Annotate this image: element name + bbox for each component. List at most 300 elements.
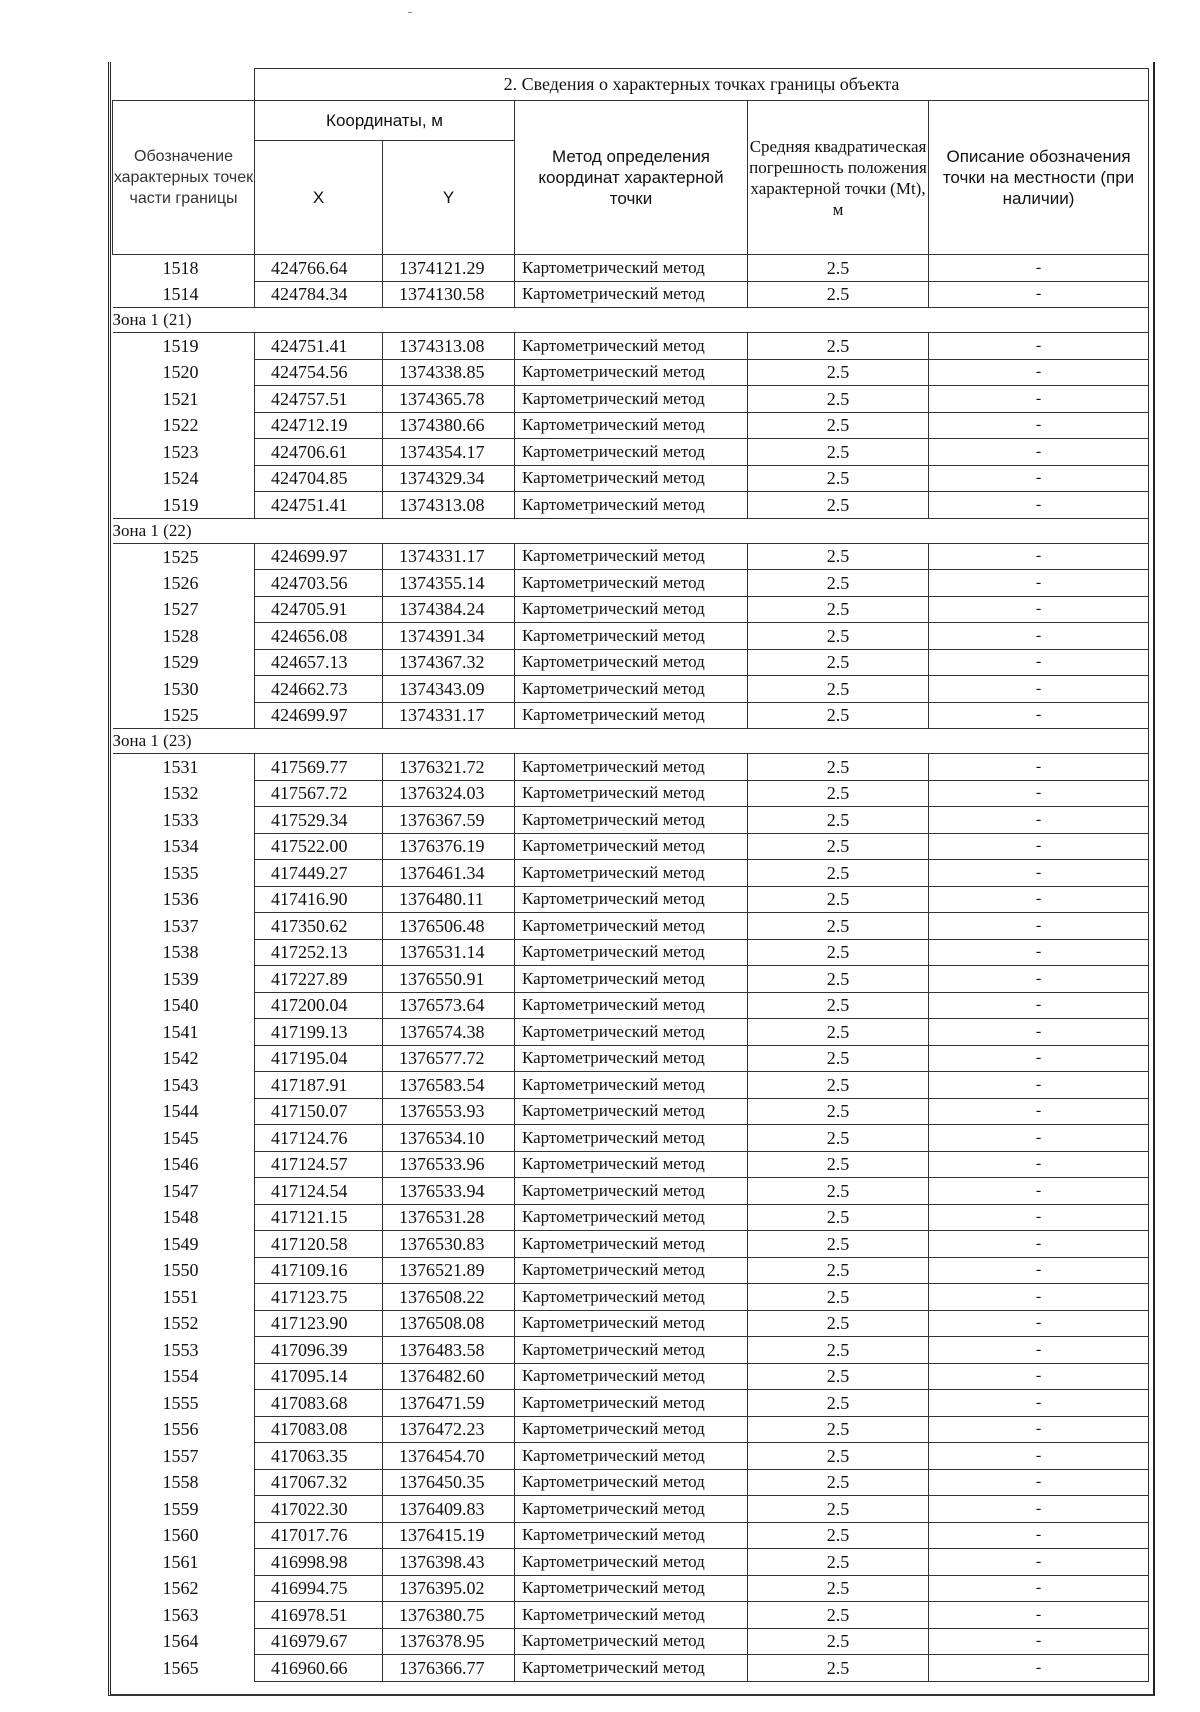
table-row bbox=[113, 596, 1149, 623]
error-cell: 2.5 bbox=[748, 1602, 929, 1629]
header-row-1 bbox=[113, 101, 1149, 141]
point-id-cell: 1521 bbox=[113, 386, 255, 413]
y-cell: 1376472.23 bbox=[383, 1416, 515, 1443]
method-cell: Картометрический метод bbox=[515, 465, 748, 492]
description-cell: - bbox=[929, 1310, 1149, 1337]
table-row bbox=[113, 1125, 1149, 1152]
error-cell: 2.5 bbox=[748, 596, 929, 623]
y-cell: 1376461.34 bbox=[383, 860, 515, 887]
point-id-cell: 1535 bbox=[113, 860, 255, 887]
description-cell: - bbox=[929, 1522, 1149, 1549]
description-cell: - bbox=[929, 1496, 1149, 1523]
point-id-cell: 1553 bbox=[113, 1337, 255, 1364]
error-cell: 2.5 bbox=[748, 1416, 929, 1443]
description-cell: - bbox=[929, 1019, 1149, 1046]
error-cell: 2.5 bbox=[748, 1363, 929, 1390]
table-row bbox=[113, 939, 1149, 966]
y-cell: 1376395.02 bbox=[383, 1575, 515, 1602]
x-cell: 417022.30 bbox=[255, 1496, 383, 1523]
point-id-cell: 1534 bbox=[113, 833, 255, 860]
y-cell: 1376450.35 bbox=[383, 1469, 515, 1496]
point-id-cell: 1543 bbox=[113, 1072, 255, 1099]
y-cell: 1376577.72 bbox=[383, 1045, 515, 1072]
x-cell: 424703.56 bbox=[255, 570, 383, 597]
table-row bbox=[113, 1390, 1149, 1417]
point-id-cell: 1538 bbox=[113, 939, 255, 966]
method-cell: Картометрический метод bbox=[515, 1655, 748, 1682]
error-cell: 2.5 bbox=[748, 333, 929, 360]
point-id-cell: 1532 bbox=[113, 780, 255, 807]
method-cell: Картометрический метод bbox=[515, 992, 748, 1019]
description-cell: - bbox=[929, 754, 1149, 781]
error-cell: 2.5 bbox=[748, 465, 929, 492]
x-cell: 424766.64 bbox=[255, 255, 383, 282]
point-id-cell: 1530 bbox=[113, 676, 255, 703]
error-cell: 2.5 bbox=[748, 1310, 929, 1337]
method-cell: Картометрический метод bbox=[515, 780, 748, 807]
point-id-cell: 1542 bbox=[113, 1045, 255, 1072]
table-row bbox=[113, 1178, 1149, 1205]
x-cell: 424757.51 bbox=[255, 386, 383, 413]
y-cell: 1374313.08 bbox=[383, 333, 515, 360]
y-cell: 1376376.19 bbox=[383, 833, 515, 860]
error-cell: 2.5 bbox=[748, 1390, 929, 1417]
x-cell: 417109.16 bbox=[255, 1257, 383, 1284]
table-row bbox=[113, 492, 1149, 519]
error-cell: 2.5 bbox=[748, 412, 929, 439]
zone-row bbox=[113, 308, 1149, 333]
method-cell: Картометрический метод bbox=[515, 281, 748, 308]
y-cell: 1374355.14 bbox=[383, 570, 515, 597]
y-cell: 1374130.58 bbox=[383, 281, 515, 308]
table-row bbox=[113, 754, 1149, 781]
x-cell: 417123.90 bbox=[255, 1310, 383, 1337]
table-row bbox=[113, 1655, 1149, 1682]
x-cell: 417096.39 bbox=[255, 1337, 383, 1364]
point-id-cell: 1557 bbox=[113, 1443, 255, 1470]
zone-label: Зона 1 (21) bbox=[113, 308, 1149, 333]
x-cell: 424662.73 bbox=[255, 676, 383, 703]
y-cell: 1374313.08 bbox=[383, 492, 515, 519]
x-cell: 417252.13 bbox=[255, 939, 383, 966]
x-cell: 417195.04 bbox=[255, 1045, 383, 1072]
point-id-cell: 1560 bbox=[113, 1522, 255, 1549]
x-cell: 416994.75 bbox=[255, 1575, 383, 1602]
y-cell: 1376531.14 bbox=[383, 939, 515, 966]
error-cell: 2.5 bbox=[748, 359, 929, 386]
point-id-cell: 1524 bbox=[113, 465, 255, 492]
description-cell: - bbox=[929, 281, 1149, 308]
error-cell: 2.5 bbox=[748, 1549, 929, 1576]
method-cell: Картометрический метод bbox=[515, 255, 748, 282]
description-cell: - bbox=[929, 833, 1149, 860]
table-row bbox=[113, 1310, 1149, 1337]
y-cell: 1374367.32 bbox=[383, 649, 515, 676]
x-cell: 424705.91 bbox=[255, 596, 383, 623]
point-id-cell: 1518 bbox=[113, 255, 255, 282]
point-id-cell: 1559 bbox=[113, 1496, 255, 1523]
x-header: X bbox=[255, 141, 383, 255]
error-cell: 2.5 bbox=[748, 1443, 929, 1470]
table-row bbox=[113, 465, 1149, 492]
point-id-cell: 1546 bbox=[113, 1151, 255, 1178]
y-cell: 1376378.95 bbox=[383, 1628, 515, 1655]
error-cell: 2.5 bbox=[748, 1575, 929, 1602]
point-id-cell: 1520 bbox=[113, 359, 255, 386]
method-cell: Картометрический метод bbox=[515, 492, 748, 519]
method-cell: Картометрический метод bbox=[515, 1337, 748, 1364]
table-row bbox=[113, 412, 1149, 439]
description-cell: - bbox=[929, 1098, 1149, 1125]
x-cell: 417121.15 bbox=[255, 1204, 383, 1231]
error-cell: 2.5 bbox=[748, 255, 929, 282]
method-cell: Картометрический метод bbox=[515, 333, 748, 360]
description-cell: - bbox=[929, 1443, 1149, 1470]
description-cell: - bbox=[929, 623, 1149, 650]
description-cell: - bbox=[929, 860, 1149, 887]
table-row bbox=[113, 807, 1149, 834]
description-cell: - bbox=[929, 543, 1149, 570]
x-cell: 417529.34 bbox=[255, 807, 383, 834]
error-cell: 2.5 bbox=[748, 1522, 929, 1549]
error-cell: 2.5 bbox=[748, 780, 929, 807]
x-cell: 417067.32 bbox=[255, 1469, 383, 1496]
y-cell: 1376321.72 bbox=[383, 754, 515, 781]
method-cell: Картометрический метод bbox=[515, 833, 748, 860]
error-cell: 2.5 bbox=[748, 1151, 929, 1178]
y-cell: 1374380.66 bbox=[383, 412, 515, 439]
point-id-cell: 1563 bbox=[113, 1602, 255, 1629]
x-cell: 417124.57 bbox=[255, 1151, 383, 1178]
description-cell: - bbox=[929, 780, 1149, 807]
point-id-cell: 1529 bbox=[113, 649, 255, 676]
point-id-cell: 1540 bbox=[113, 992, 255, 1019]
table-row bbox=[113, 1363, 1149, 1390]
description-cell: - bbox=[929, 1231, 1149, 1258]
error-cell: 2.5 bbox=[748, 1098, 929, 1125]
error-cell: 2.5 bbox=[748, 1231, 929, 1258]
y-cell: 1376521.89 bbox=[383, 1257, 515, 1284]
table-row bbox=[113, 886, 1149, 913]
point-id-cell: 1565 bbox=[113, 1655, 255, 1682]
error-cell: 2.5 bbox=[748, 492, 929, 519]
error-cell: 2.5 bbox=[748, 1496, 929, 1523]
point-id-cell: 1545 bbox=[113, 1125, 255, 1152]
table-row bbox=[113, 1575, 1149, 1602]
method-cell: Картометрический метод bbox=[515, 754, 748, 781]
description-cell: - bbox=[929, 966, 1149, 993]
point-id-cell: 1528 bbox=[113, 623, 255, 650]
description-cell: - bbox=[929, 1416, 1149, 1443]
point-id-cell: 1519 bbox=[113, 492, 255, 519]
error-header: Средняя квадратическая погрешность положения характерной точки (Mt), м bbox=[748, 101, 929, 255]
error-cell: 2.5 bbox=[748, 1257, 929, 1284]
error-cell: 2.5 bbox=[748, 1655, 929, 1682]
description-cell: - bbox=[929, 1575, 1149, 1602]
error-cell: 2.5 bbox=[748, 860, 929, 887]
method-cell: Картометрический метод bbox=[515, 1178, 748, 1205]
error-cell: 2.5 bbox=[748, 1469, 929, 1496]
point-id-cell: 1561 bbox=[113, 1549, 255, 1576]
table-row bbox=[113, 1337, 1149, 1364]
method-cell: Картометрический метод bbox=[515, 1231, 748, 1258]
method-cell: Картометрический метод bbox=[515, 1575, 748, 1602]
description-cell: - bbox=[929, 939, 1149, 966]
description-cell: - bbox=[929, 702, 1149, 729]
table-row bbox=[113, 676, 1149, 703]
table-row bbox=[113, 1469, 1149, 1496]
method-cell: Картометрический метод bbox=[515, 1310, 748, 1337]
table-row bbox=[113, 255, 1149, 282]
y-cell: 1376483.58 bbox=[383, 1337, 515, 1364]
section-title: 2. Сведения о характерных точках границы объекта bbox=[255, 69, 1149, 101]
y-cell: 1374391.34 bbox=[383, 623, 515, 650]
method-cell: Картометрический метод bbox=[515, 1257, 748, 1284]
description-cell: - bbox=[929, 1257, 1149, 1284]
x-cell: 424656.08 bbox=[255, 623, 383, 650]
method-cell: Картометрический метод bbox=[515, 1151, 748, 1178]
x-cell: 416960.66 bbox=[255, 1655, 383, 1682]
x-cell: 416978.51 bbox=[255, 1602, 383, 1629]
table-row bbox=[113, 1045, 1149, 1072]
method-cell: Картометрический метод bbox=[515, 1363, 748, 1390]
y-cell: 1374331.17 bbox=[383, 543, 515, 570]
description-cell: - bbox=[929, 1125, 1149, 1152]
description-cell: - bbox=[929, 1072, 1149, 1099]
method-cell: Картометрический метод bbox=[515, 412, 748, 439]
point-id-cell: 1547 bbox=[113, 1178, 255, 1205]
y-cell: 1376471.59 bbox=[383, 1390, 515, 1417]
point-id-cell: 1525 bbox=[113, 702, 255, 729]
table-row bbox=[113, 1257, 1149, 1284]
y-cell: 1376367.59 bbox=[383, 807, 515, 834]
zone-row bbox=[113, 729, 1149, 754]
description-cell: - bbox=[929, 439, 1149, 466]
method-cell: Картометрический метод bbox=[515, 1019, 748, 1046]
method-cell: Картометрический метод bbox=[515, 1443, 748, 1470]
point-id-cell: 1527 bbox=[113, 596, 255, 623]
method-cell: Картометрический метод bbox=[515, 649, 748, 676]
x-cell: 424754.56 bbox=[255, 359, 383, 386]
x-cell: 417449.27 bbox=[255, 860, 383, 887]
point-id-cell: 1514 bbox=[113, 281, 255, 308]
error-cell: 2.5 bbox=[748, 281, 929, 308]
x-cell: 417124.76 bbox=[255, 1125, 383, 1152]
y-cell: 1376508.22 bbox=[383, 1284, 515, 1311]
y-cell: 1376409.83 bbox=[383, 1496, 515, 1523]
method-cell: Картометрический метод bbox=[515, 966, 748, 993]
error-cell: 2.5 bbox=[748, 439, 929, 466]
method-cell: Картометрический метод bbox=[515, 570, 748, 597]
table-row bbox=[113, 1231, 1149, 1258]
table-row bbox=[113, 966, 1149, 993]
table-row bbox=[113, 386, 1149, 413]
description-header: Описание обозначения точки на местности (при наличии) bbox=[929, 101, 1149, 255]
error-cell: 2.5 bbox=[748, 543, 929, 570]
description-cell: - bbox=[929, 1390, 1149, 1417]
section-title-row bbox=[113, 69, 1149, 101]
point-id-cell: 1533 bbox=[113, 807, 255, 834]
y-cell: 1376482.60 bbox=[383, 1363, 515, 1390]
table-row bbox=[113, 570, 1149, 597]
x-cell: 416979.67 bbox=[255, 1628, 383, 1655]
error-cell: 2.5 bbox=[748, 754, 929, 781]
point-label-header: Обозначение характерных точек части границы bbox=[113, 101, 255, 255]
y-cell: 1374338.85 bbox=[383, 359, 515, 386]
y-cell: 1376508.08 bbox=[383, 1310, 515, 1337]
table-row bbox=[113, 281, 1149, 308]
x-cell: 424784.34 bbox=[255, 281, 383, 308]
x-cell: 424706.61 bbox=[255, 439, 383, 466]
method-cell: Картометрический метод bbox=[515, 596, 748, 623]
table-row bbox=[113, 439, 1149, 466]
method-cell: Картометрический метод bbox=[515, 913, 748, 940]
y-cell: 1376574.38 bbox=[383, 1019, 515, 1046]
method-cell: Картометрический метод bbox=[515, 702, 748, 729]
x-cell: 424751.41 bbox=[255, 333, 383, 360]
point-id-cell: 1554 bbox=[113, 1363, 255, 1390]
description-cell: - bbox=[929, 596, 1149, 623]
table-row bbox=[113, 702, 1149, 729]
error-cell: 2.5 bbox=[748, 807, 929, 834]
point-id-cell: 1539 bbox=[113, 966, 255, 993]
description-cell: - bbox=[929, 570, 1149, 597]
x-cell: 417187.91 bbox=[255, 1072, 383, 1099]
y-cell: 1376531.28 bbox=[383, 1204, 515, 1231]
point-id-cell: 1555 bbox=[113, 1390, 255, 1417]
y-cell: 1376583.54 bbox=[383, 1072, 515, 1099]
table-row bbox=[113, 860, 1149, 887]
description-cell: - bbox=[929, 1469, 1149, 1496]
description-cell: - bbox=[929, 886, 1149, 913]
description-cell: - bbox=[929, 1337, 1149, 1364]
y-cell: 1374365.78 bbox=[383, 386, 515, 413]
x-cell: 417095.14 bbox=[255, 1363, 383, 1390]
x-cell: 424704.85 bbox=[255, 465, 383, 492]
method-cell: Картометрический метод bbox=[515, 886, 748, 913]
y-cell: 1374343.09 bbox=[383, 676, 515, 703]
table-body bbox=[113, 255, 1149, 1682]
description-cell: - bbox=[929, 649, 1149, 676]
x-cell: 417017.76 bbox=[255, 1522, 383, 1549]
table-row bbox=[113, 1284, 1149, 1311]
description-cell: - bbox=[929, 1151, 1149, 1178]
error-cell: 2.5 bbox=[748, 1204, 929, 1231]
method-cell: Картометрический метод bbox=[515, 1469, 748, 1496]
description-cell: - bbox=[929, 1549, 1149, 1576]
x-cell: 417567.72 bbox=[255, 780, 383, 807]
y-cell: 1374354.17 bbox=[383, 439, 515, 466]
y-cell: 1376534.10 bbox=[383, 1125, 515, 1152]
method-cell: Картометрический метод bbox=[515, 1098, 748, 1125]
x-cell: 417063.35 bbox=[255, 1443, 383, 1470]
description-cell: - bbox=[929, 1655, 1149, 1682]
point-id-cell: 1522 bbox=[113, 412, 255, 439]
y-cell: 1376530.83 bbox=[383, 1231, 515, 1258]
point-id-cell: 1526 bbox=[113, 570, 255, 597]
zone-label: Зона 1 (23) bbox=[113, 729, 1149, 754]
table-row bbox=[113, 1549, 1149, 1576]
point-id-cell: 1558 bbox=[113, 1469, 255, 1496]
error-cell: 2.5 bbox=[748, 886, 929, 913]
point-id-cell: 1536 bbox=[113, 886, 255, 913]
method-cell: Картометрический метод bbox=[515, 1072, 748, 1099]
description-cell: - bbox=[929, 807, 1149, 834]
table-row bbox=[113, 1204, 1149, 1231]
method-cell: Картометрический метод bbox=[515, 1125, 748, 1152]
error-cell: 2.5 bbox=[748, 570, 929, 597]
y-cell: 1376533.94 bbox=[383, 1178, 515, 1205]
x-cell: 417083.08 bbox=[255, 1416, 383, 1443]
method-cell: Картометрический метод bbox=[515, 543, 748, 570]
error-cell: 2.5 bbox=[748, 992, 929, 1019]
point-id-cell: 1550 bbox=[113, 1257, 255, 1284]
point-id-cell: 1564 bbox=[113, 1628, 255, 1655]
table-row bbox=[113, 992, 1149, 1019]
table-row bbox=[113, 1151, 1149, 1178]
x-cell: 424657.13 bbox=[255, 649, 383, 676]
description-cell: - bbox=[929, 492, 1149, 519]
x-cell: 417123.75 bbox=[255, 1284, 383, 1311]
error-cell: 2.5 bbox=[748, 1045, 929, 1072]
description-cell: - bbox=[929, 1045, 1149, 1072]
y-cell: 1376506.48 bbox=[383, 913, 515, 940]
x-cell: 424751.41 bbox=[255, 492, 383, 519]
method-header: Метод определения координат характерной точки bbox=[515, 101, 748, 255]
y-cell: 1376454.70 bbox=[383, 1443, 515, 1470]
point-id-cell: 1523 bbox=[113, 439, 255, 466]
point-id-cell: 1541 bbox=[113, 1019, 255, 1046]
table-row bbox=[113, 1443, 1149, 1470]
method-cell: Картометрический метод bbox=[515, 1416, 748, 1443]
zone-row bbox=[113, 518, 1149, 543]
y-cell: 1376573.64 bbox=[383, 992, 515, 1019]
table-row bbox=[113, 1522, 1149, 1549]
point-id-cell: 1551 bbox=[113, 1284, 255, 1311]
boundary-points-table bbox=[112, 68, 1149, 1682]
x-cell: 417120.58 bbox=[255, 1231, 383, 1258]
description-cell: - bbox=[929, 412, 1149, 439]
description-cell: - bbox=[929, 1602, 1149, 1629]
description-cell: - bbox=[929, 1363, 1149, 1390]
table-row bbox=[113, 543, 1149, 570]
table-row bbox=[113, 1628, 1149, 1655]
table-row bbox=[113, 649, 1149, 676]
x-cell: 416998.98 bbox=[255, 1549, 383, 1576]
table-row bbox=[113, 359, 1149, 386]
method-cell: Картометрический метод bbox=[515, 1284, 748, 1311]
y-header: Y bbox=[383, 141, 515, 255]
x-cell: 417416.90 bbox=[255, 886, 383, 913]
x-cell: 417522.00 bbox=[255, 833, 383, 860]
description-cell: - bbox=[929, 359, 1149, 386]
y-cell: 1376366.77 bbox=[383, 1655, 515, 1682]
method-cell: Картометрический метод bbox=[515, 1602, 748, 1629]
y-cell: 1376380.75 bbox=[383, 1602, 515, 1629]
table-row bbox=[113, 333, 1149, 360]
method-cell: Картометрический метод bbox=[515, 623, 748, 650]
error-cell: 2.5 bbox=[748, 913, 929, 940]
x-cell: 417199.13 bbox=[255, 1019, 383, 1046]
table-row bbox=[113, 780, 1149, 807]
x-cell: 417124.54 bbox=[255, 1178, 383, 1205]
description-cell: - bbox=[929, 913, 1149, 940]
error-cell: 2.5 bbox=[748, 939, 929, 966]
table-row bbox=[113, 913, 1149, 940]
method-cell: Картометрический метод bbox=[515, 807, 748, 834]
y-cell: 1374121.29 bbox=[383, 255, 515, 282]
method-cell: Картометрический метод bbox=[515, 1549, 748, 1576]
